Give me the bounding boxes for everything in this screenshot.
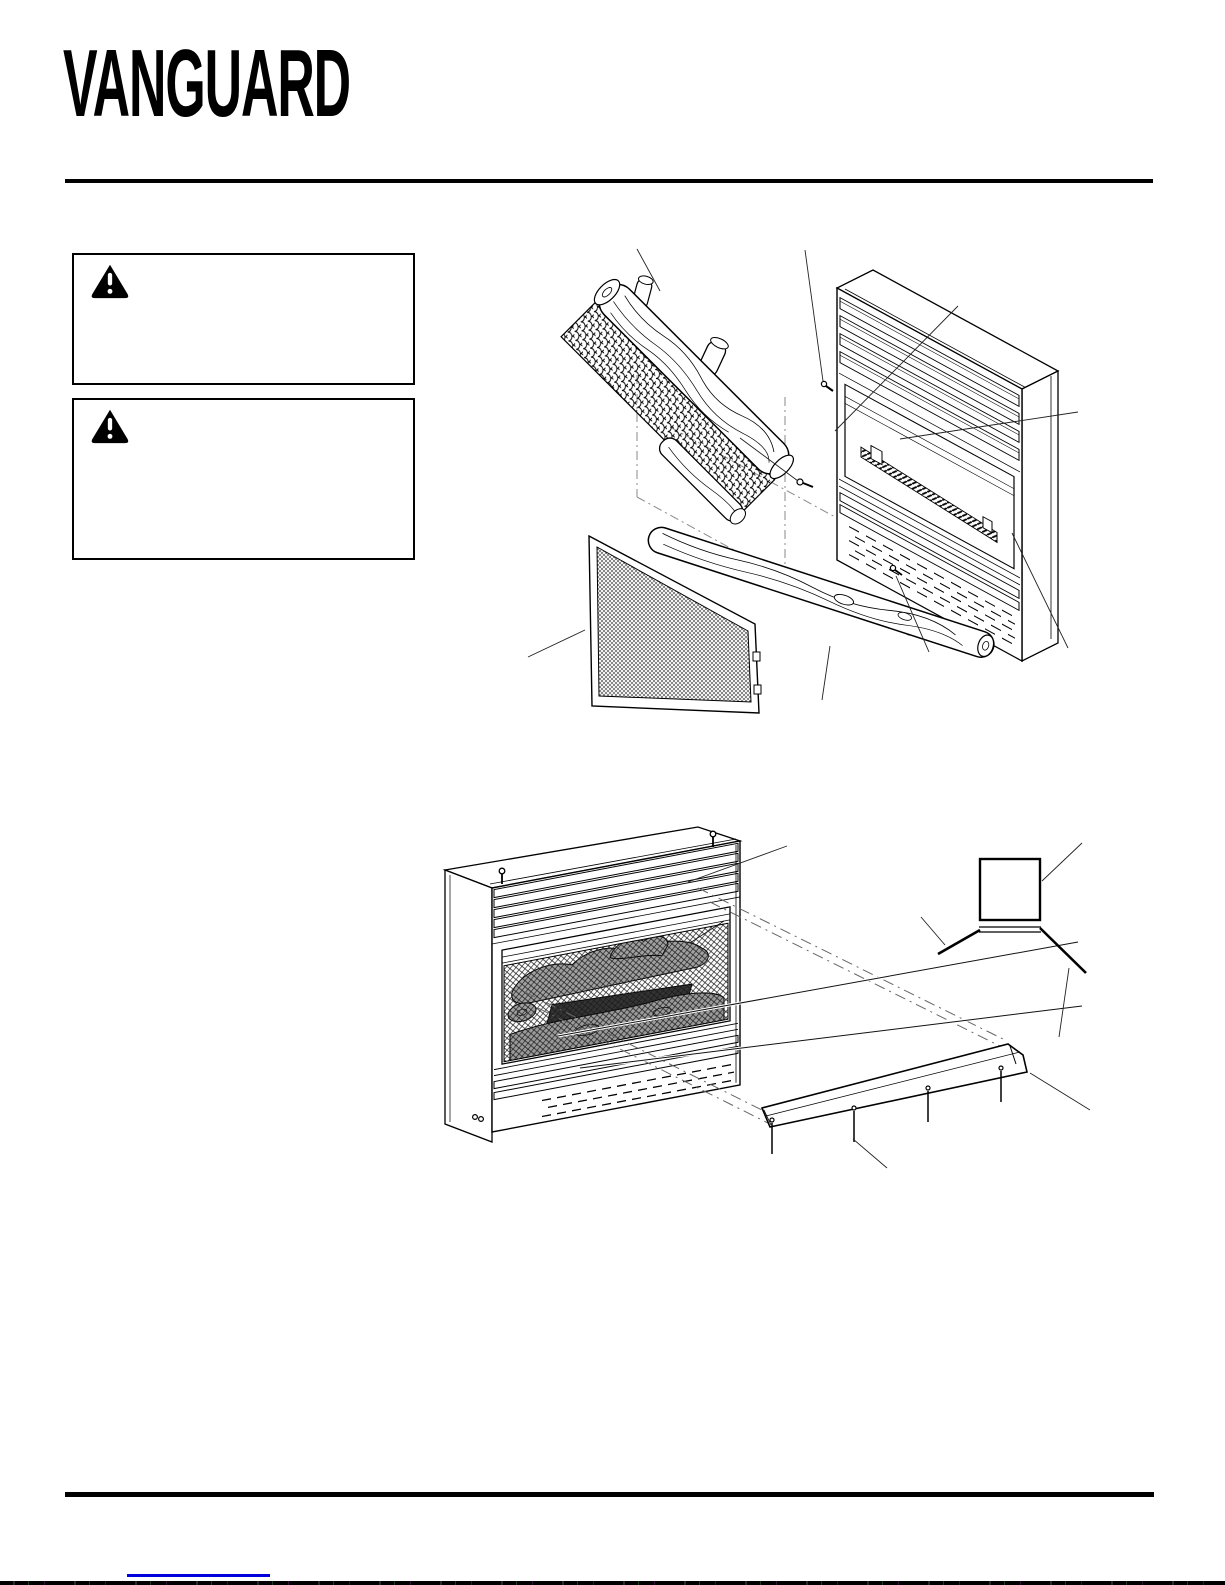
wall-detail-inset — [938, 859, 1086, 973]
vanguard-logo: VANGUARD — [63, 30, 351, 137]
warning-box-1 — [72, 253, 415, 385]
screw — [499, 868, 505, 874]
hood-install-figure — [430, 810, 1110, 1175]
warning-triangle-icon — [90, 408, 130, 444]
footer-rule — [65, 1492, 1154, 1497]
screw — [710, 831, 716, 837]
control-knob — [473, 1115, 478, 1120]
page-edge-artifact — [0, 1581, 1225, 1585]
screw — [999, 1066, 1003, 1070]
screw — [852, 1106, 856, 1110]
screw — [821, 381, 826, 386]
control-knob — [479, 1117, 484, 1122]
screw — [770, 1118, 774, 1122]
exploded-view-figure — [520, 235, 1090, 725]
footer-link[interactable] — [127, 1559, 270, 1577]
warning-triangle-icon — [90, 263, 130, 299]
heater-cabinet — [445, 827, 740, 1142]
screw — [926, 1086, 930, 1090]
header-rule — [65, 179, 1153, 183]
screw — [797, 479, 803, 485]
log-set — [548, 251, 825, 528]
hood — [762, 1044, 1027, 1127]
warning-box-2 — [72, 398, 415, 560]
screw — [890, 565, 895, 570]
